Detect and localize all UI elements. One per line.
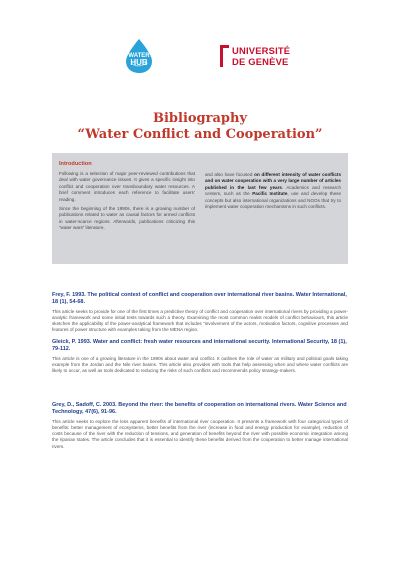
water-hub-logo bbox=[123, 38, 155, 74]
unige-logo-mark bbox=[220, 45, 229, 67]
entry-citation: Gleick, P. 1993. Water and conflict: fresh water resources and international security. International Security, 18 (1), 79-112. bbox=[52, 339, 347, 353]
entry-comment: This article is one of a growing literature in the 1990s about water and conflict. It outlines the role of water as military and political goals taking example from the Jordan and the Nile river basins. This article also provides with tools that help assessing when and where water conflicts are likely to occur, as well as tools dedicated to reducing the risks of such conflicts and recommends policy strategy-makers. bbox=[52, 355, 348, 374]
unige-logo bbox=[220, 44, 290, 70]
bibliography-entry bbox=[52, 339, 348, 374]
introduction-paragraph-3 bbox=[205, 172, 341, 210]
water-hub-logo-line1: WATER bbox=[128, 53, 150, 59]
introduction-paragraph-2: Since the beginning of the 1990s, there is a growing number of publications related to water as causal factors for armed conflicts in water-scarce regions. Afterwards, publications criticizing this “water wars” literature, bbox=[59, 206, 195, 231]
page-title: Bibliography bbox=[152, 111, 248, 126]
introduction-box bbox=[52, 153, 348, 264]
introduction-right-column bbox=[205, 172, 341, 213]
entry-comment: This article seeks to explore the less apparent benefits of international river cooperation. It presents a framework with four categorical types of benefits: better management of ecosystems, better benefits from the river (increase in food and energy production for example), reduction of costs because of the river with the reduction of tensions, and generation of benefits beyond the river with possible economic integration among the riparian states. The article concludes that it is essential to identify these benefits derived from the cooperation to better manage international rivers. bbox=[52, 418, 348, 449]
introduction-paragraph-1: Following is a selection of major peer-reviewed contributions that deal with water governance issues. It gives a specific insight into conflict and cooperation over transboundary water resources. A brief comment introduces each reference to facilitate users’ reading. bbox=[59, 171, 195, 202]
introduction-left-column bbox=[59, 161, 195, 235]
intro-text-c: , use and develop these concepts but also international organizations and NGOs that try to implement water cooperation mechanisms in such conflicts. bbox=[205, 191, 341, 210]
intro-emphasis-pacific-institute: Pacific Institute bbox=[252, 191, 288, 197]
entry-citation: Grey, D., Sadoff, C. 2003. Beyond the river: the benefits of cooperation on international rivers. Water Science and Technology, 47(6), 91-96. bbox=[52, 402, 347, 416]
entry-citation: Frey, F. 1993. The political context of conflict and cooperation over international river basins. Water International, 18 (1), 54-68. bbox=[52, 292, 347, 306]
bibliography-entry bbox=[52, 402, 348, 450]
unige-logo-line2: DE GENÈVE bbox=[232, 56, 289, 67]
unige-logo-line1: UNIVERSITÉ bbox=[232, 45, 291, 56]
entry-comment: This article seeks to provide for one of the first times a predictive theory of conflict and cooperation over international rivers by providing a power-analytic framework and some initial tests towards such a theory. Examining the most common realist models of conflict behaviours, this article sketches the applicability of the power-analytical framework that includes “involvement of the actors, motivation factors, cognitive processes and features of power structure with examples taking from the MENA region. bbox=[52, 308, 348, 333]
intro-text-a: and also have focused bbox=[205, 172, 255, 177]
water-hub-logo-line2: HUB bbox=[130, 58, 148, 67]
page-subtitle: “Water Conflict and Cooperation” bbox=[77, 127, 323, 142]
intro-text-b: . Academics and research centers, such as the bbox=[205, 184, 341, 197]
bibliography-entry bbox=[52, 292, 348, 334]
introduction-heading: Introduction bbox=[59, 161, 92, 167]
intro-emphasis-a: on different intensity of water conflicts and on water cooperation with a very large number of articles published in the last few years bbox=[205, 172, 342, 190]
